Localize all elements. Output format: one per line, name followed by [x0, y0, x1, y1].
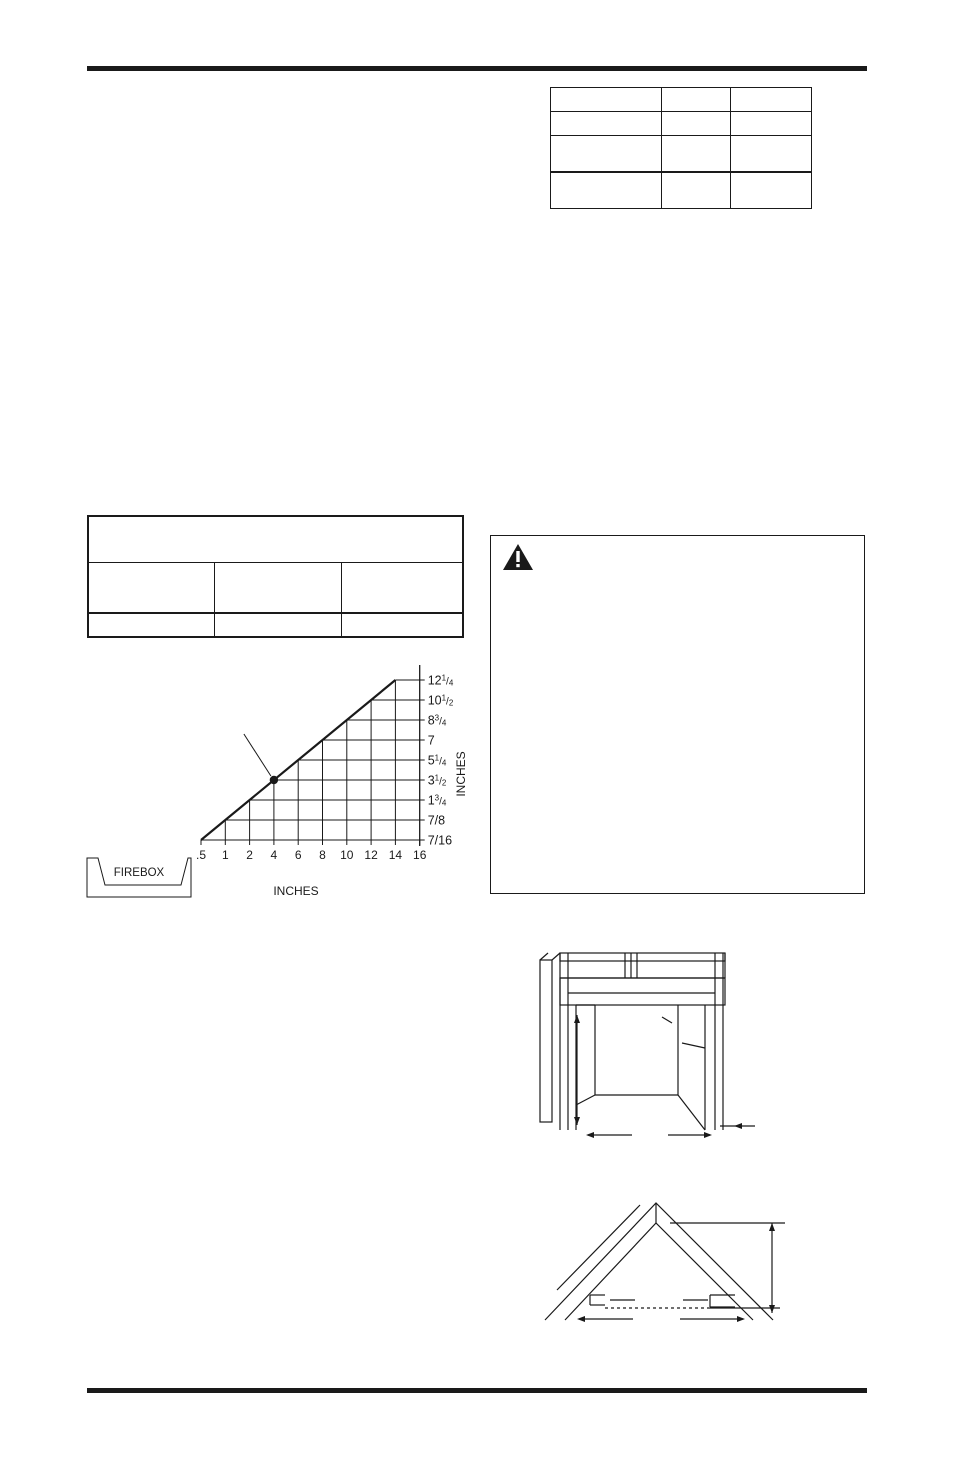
- framing-diagram: [530, 945, 770, 1145]
- x-tick-labels: [196, 848, 427, 862]
- firebox-shape: [87, 858, 191, 897]
- chart-grid: [201, 665, 425, 846]
- x-tick-label: 8: [319, 848, 326, 862]
- y-tick-label: $10^1_/2$: [427, 693, 454, 708]
- corner-framing-diagram: [535, 1195, 795, 1335]
- header-rule: [87, 66, 867, 71]
- y-axis-label: INCHES: [454, 751, 468, 797]
- x-tick-label: 2: [246, 848, 253, 862]
- table-row: [88, 562, 463, 613]
- table-row: [88, 613, 463, 637]
- x-tick-label: 10: [340, 848, 354, 862]
- table-row: [551, 88, 812, 112]
- marked-point: [270, 776, 278, 784]
- table-row: [551, 172, 812, 208]
- warning-box: [490, 535, 865, 894]
- y-tick-labels: [428, 674, 454, 848]
- y-tick-label: $1^3_/4$: [427, 793, 447, 808]
- y-tick-label: 7/16: [427, 833, 453, 848]
- footer-rule: [87, 1388, 867, 1393]
- x-tick-label: .5: [195, 848, 207, 862]
- y-tick-label: 7: [427, 733, 435, 748]
- y-tick-label: $5^1_/4$: [427, 753, 447, 768]
- y-tick-label: $8^3_/4$: [427, 713, 447, 728]
- x-tick-label: 4: [270, 848, 278, 862]
- dimension-table: [550, 87, 812, 209]
- table-row: [551, 136, 812, 172]
- warning-icon: [501, 542, 535, 572]
- y-tick-label: 7/8: [427, 813, 446, 828]
- table-row: [88, 516, 463, 562]
- x-tick-label: 12: [364, 848, 378, 862]
- table-row: [551, 112, 812, 136]
- x-tick-label: 16: [413, 848, 427, 862]
- mantel-clearance-chart: [85, 655, 505, 905]
- y-tick-label: $3^1_/2$: [427, 773, 447, 788]
- x-tick-label: 1: [221, 848, 229, 862]
- x-tick-label: 14: [388, 848, 403, 862]
- firebox-label: FIREBOX: [113, 867, 165, 879]
- mantel-clearance-table: [87, 515, 464, 638]
- x-tick-label: 6: [294, 848, 302, 862]
- x-axis-label: INCHES: [273, 884, 319, 898]
- y-tick-label: $12^1_/4$: [427, 673, 454, 688]
- leader-line: [244, 734, 271, 776]
